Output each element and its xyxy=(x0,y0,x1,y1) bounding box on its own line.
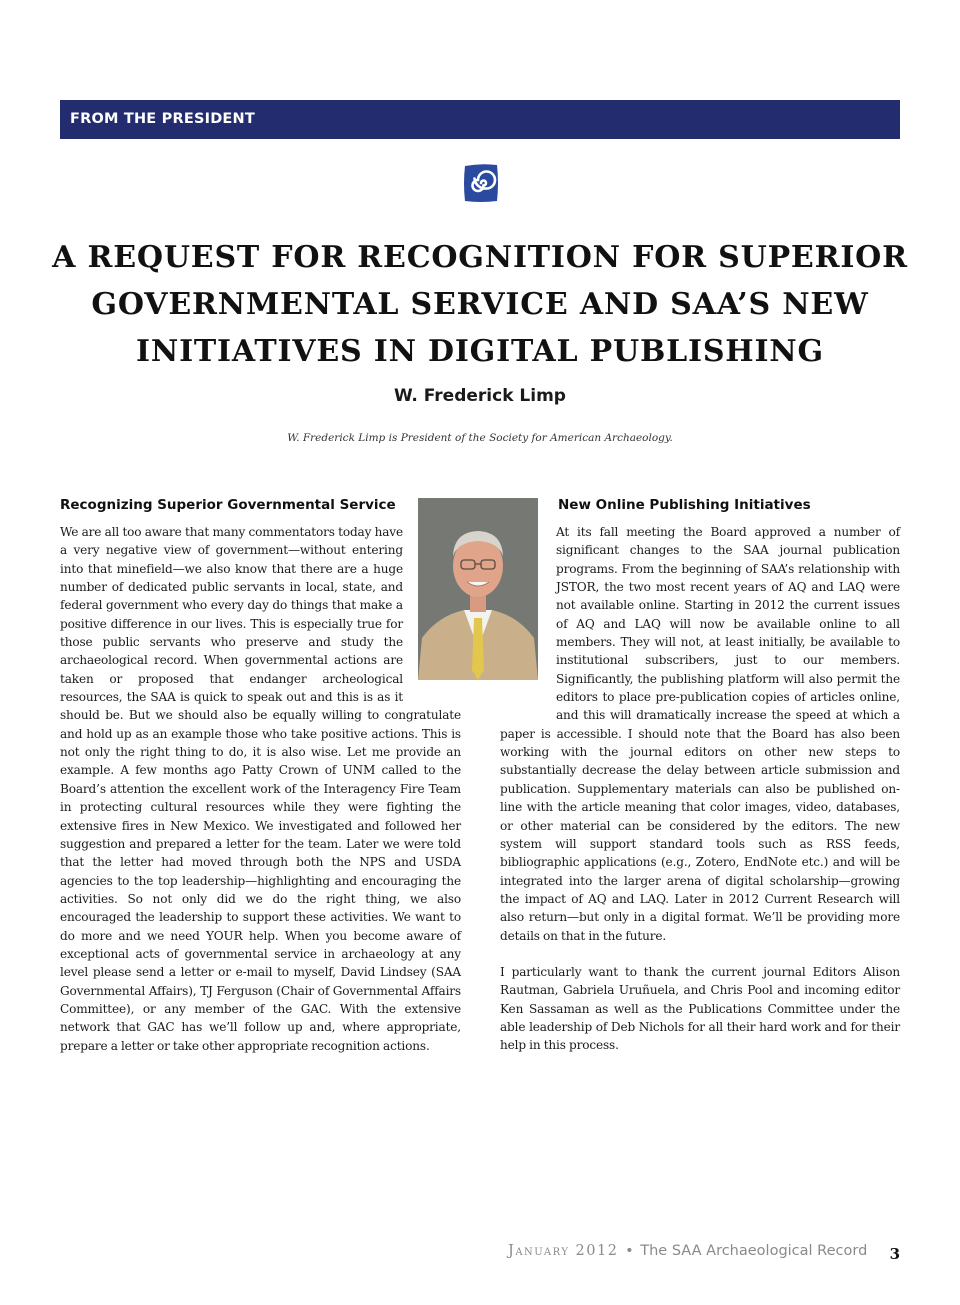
footer-date: January 2012 xyxy=(508,1243,619,1259)
title-line: A REQUEST FOR RECOGNITION FOR SUPERIOR xyxy=(52,240,908,275)
page-number: 3 xyxy=(889,1245,900,1263)
page-footer xyxy=(508,1243,900,1267)
right-column-heading: New Online Publishing Initiatives xyxy=(558,497,811,513)
photo-wrap-spacer xyxy=(500,523,556,708)
right-column xyxy=(500,496,900,1055)
article-title xyxy=(40,234,920,375)
title-line: GOVERNMENTAL SERVICE AND SAA’S NEW xyxy=(91,287,869,322)
section-banner: FROM THE PRESIDENT xyxy=(60,100,900,139)
title-line: INITIATIVES IN DIGITAL PUBLISHING xyxy=(136,334,824,369)
footer-bullet: • xyxy=(625,1243,634,1259)
footer-publication: The SAA Archaeological Record xyxy=(640,1243,868,1259)
author-bio: W. Frederick Limp is President of the Society for American Archaeology. xyxy=(287,432,673,444)
left-column-paragraph: We are all too aware that many commentators today have a very negative view of government—without entering into that minefield—we also know that there are a huge number of dedicated public servants in local, state, and federal government who every day do things that make a positive difference in our lives. This is especially true for those public servants who preserve and study the archaeological record. When governmental actions are taken or proposed that endanger archeological resources, the SAA is quick to speak out and this is as it should be. But we should also be equally willing to congratulate and hold up as an example those who take positive actions. This is not only the right thing to do, it is also wise. Let me provide an example. A few months ago Patty Crown of UNM called to the Board’s attention the excellent work of the Interagency Fire Team in protecting cultural resources while they were fighting the extensive fires in New Mexico. We investigated and followed her suggestion and prepared a letter for the team. Later we were told that the letter had moved through both the NPS and USDA agencies to the top leadership—highlighting and encouraging the activities. So not only did we do the right thing, we also encouraged the leadership to support these activities. We want to do more and we need YOUR help. When you become aware of exceptional acts of governmental service in archaeology at any level please send a letter or e-mail to myself, David Lindsey (SAA Governmental Affairs), TJ Ferguson (Chair of Governmental Affairs Committee), or any member of the GAC. With the extensive network that GAC has we’ll follow up and, where appropriate, prepare a letter or take other appropriate recognition actions. xyxy=(60,525,461,1053)
spiral-icon xyxy=(462,162,500,204)
left-column-heading: Recognizing Superior Governmental Service xyxy=(60,497,396,513)
right-column-paragraph: I particularly want to thank the current journal Editors Alison Rautman, Gabriela Uruñuela, and Chris Pool and incoming editor Ken Sassaman as well as the Publications Committee under the able leadership of Deb Nichols for all their hard work and for their help in this process. xyxy=(500,964,900,1053)
right-column-paragraph: At its fall meeting the Board approved a number of significant changes to the SAA journal publication programs. From the beginning of SAA’s relationship with JSTOR, the two most recent years of AQ and LAQ were not available online. Starting in 2012 the current issues of AQ and LAQ will now be available online to all members. They will not, at least initially, be available to institutional subscribers, just to our members. Significantly, the publishing platform will also permit the editors to place pre-publication copies of articles online, and this will dramatically increase the speed at which a paper is accessible. I should note that the Board has also been working with the journal editors on other new steps to substantially decrease the delay between article submission and publication. Supplementary materials can also be published on-line with the article meaning that color images, video, databases, or other material can be considered by the editors. The new system will support standard tools such as RSS feeds, bibliographic applications (e.g., Zotero, EndNote etc.) and will be integrated into the larger arena of digital scholarship—growing the impact of AQ and LAQ. Later in 2012 Current Research will also return—but only in a digital format. We’ll be providing more details on that in the future. xyxy=(500,525,900,943)
left-column xyxy=(60,496,461,1055)
author-name: W. Frederick Limp xyxy=(394,386,566,406)
